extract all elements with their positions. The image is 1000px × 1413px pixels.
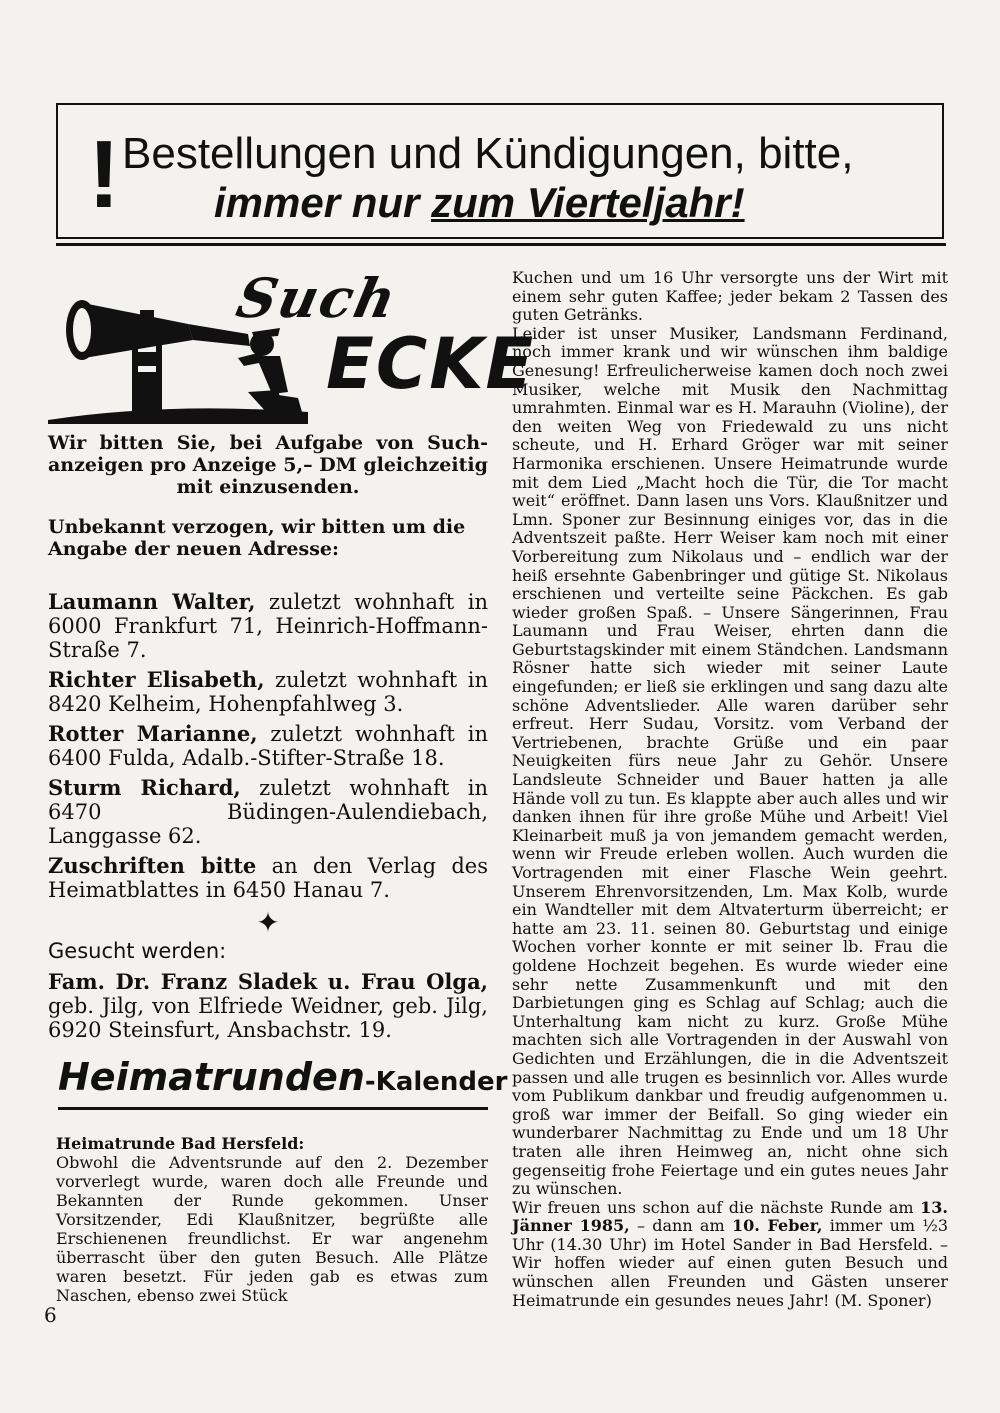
notice-line-2-pre: immer nur xyxy=(214,179,432,226)
entry-name: Sturm Richard, xyxy=(48,775,241,800)
notice-line-2-underlined: zum Vierteljahr! xyxy=(431,179,745,226)
p3-c: – dann am xyxy=(629,1216,732,1236)
p3-date-1: 13. Jänner 1985, xyxy=(512,1197,948,1236)
instructions-last: mit einzusenden. xyxy=(176,476,360,498)
heimatrunde-bad-hersfeld xyxy=(56,1134,488,1305)
p3-a: Wir freuen uns schon auf die nächste Runde am xyxy=(512,1197,921,1217)
notice-line-1: Bestellungen und Kündigungen, bitte, xyxy=(122,129,854,178)
gesucht-label: Gesucht werden: xyxy=(48,939,227,963)
exclamation-mark: ! xyxy=(88,121,120,228)
page-number: 6 xyxy=(44,1303,57,1327)
ecke-title: ECKE xyxy=(326,323,536,405)
entry-text: an den Verlag des Heimatblattes in 6450 Hanau 7. xyxy=(48,854,488,902)
right-column xyxy=(512,269,948,1310)
family-text: geb. Jilg, von Elfriede Weidner, geb. Jilg, 6920 Steinsfurt, Ansbachstr. 19. xyxy=(48,994,488,1042)
such-ecke-logo xyxy=(48,262,536,424)
kalender-title xyxy=(58,1054,508,1105)
runde-heading: Heimatrunde Bad Hersfeld: xyxy=(56,1134,305,1153)
entry-sturm xyxy=(48,776,488,848)
such-script-title: Such xyxy=(231,266,404,330)
heimatrunden-kalender-header xyxy=(58,1054,508,1110)
entry-richter xyxy=(48,668,488,716)
right-paragraph-2: Leider ist unser Musiker, Landsmann Ferdinand, noch immer krank und wir wünschen ihm baldige Genesung! Erfreulicherweise kamen doch noch zwei Musiker, welche mit Musik den Nachmittag umrahmten. Einmal war es H. Marauhn (Violine), der den weiten Weg von Friedewald zu uns nicht scheute, und H. Erhard Gröger war mit seiner Harmonika erschienen. Unsere Heimatrunde wurde mit dem Lied „Macht hoch die Tür, die Tor macht weit“ eröffnet. Dann lasen uns Vors. Klaußnitzer und Lmn. Sponer zur Besinnung einiges vor, das in die Adventszeit paßte. Herr Weiser kam noch mit einer Vorbereitung zum Nikolaus und – endlich war der heiß ersehnte Gabenbringer und gütige St. Nikolaus erschienen und verteilte seine Päckchen. Es gab wieder großen Spaß. – Unsere Sängerinnen, Frau Laumann und Frau Weiser, ehrten dann die Geburtstagskinder mit einem Ständchen. Landsmann Rösner hatte sich wieder mit seiner Laute eingefunden; er ließ sie erklingen und sang dazu alte schöne Adventslieder. Alle waren darüber sehr erfreut. Herr Sudau, Vorsitz. vom Verband der Vertriebenen, brachte Grüße und ein paar Neuigkeiten fürs neue Jahr zu Gehör. Unsere Landsleute Schneider und Bauer hatten ja alle Hände voll zu tun. Es klappte aber auch alles und wir danken ihnen für ihre große Mühe und Arbeit! Viel Kleinarbeit muß ja von jemandem gemacht werden, wenn wir Freude erleben wollen. Auch wurden die Vortragenden mit einer Flasche Wein geehrt. Unserem Ehrenvorsitzenden, Lm. Max Kolb, wurde ein Wandteller mit dem Altvaterturm überreicht; er hatte am 23. 11. seinen 80. Geburtstag und einige Wochen vorher konnte er mit seiner lb. Frau die goldene Hochzeit begehen. Es wurde wieder eine sehr nette Zusammenkunft und mit den Darbietungen ging es Schlag auf Schlag; auch die Unterhaltung kam nicht zu kurz. Große Mühe machten sich alle Vortragenden in der Auswahl von Gedichten und Erzählungen, die in die Adventszeit passen und alle trugen es besinnlich vor. Alles wurde vom Publikum dankbar und freudig aufgenommen u. groß war immer der Beifall. So ging wieder ein wunderbarer Nachmittag zu Ende und um 18 Uhr traten alle ihren Heimweg an, nicht ohne sich gegenseitig frohe Feiertage und ein gutes neues Jahr zu wünschen. xyxy=(512,323,948,1199)
unknown-moved-notice: Unbekannt verzogen, wir bitten um die Angabe der neuen Adresse: xyxy=(48,516,466,560)
entry-text: zuletzt wohnhaft in 6470 Büdingen-Aulendiebach, Langgasse 62. xyxy=(48,776,488,848)
wanted-family xyxy=(48,970,488,1042)
entry-name: Zuschriften bitte xyxy=(48,853,257,878)
notice-line-2 xyxy=(214,179,745,227)
entry-laumann xyxy=(48,590,488,662)
instructions-main: Wir bitten Sie, bei Aufgabe von Such-anzeigen pro Anzeige 5,– DM gleichzeitig xyxy=(48,432,488,476)
address-entries xyxy=(48,590,488,1042)
kalender-title-suffix: -Kalender xyxy=(364,1067,508,1097)
entry-name: Laumann Walter, xyxy=(48,589,256,614)
family-name: Fam. Dr. Franz Sladek u. Frau Olga, xyxy=(48,969,488,994)
kalender-rule xyxy=(58,1107,488,1110)
right-paragraph-3 xyxy=(512,1199,948,1311)
entry-zuschriften xyxy=(48,854,488,902)
runde-text: Obwohl die Adventsrunde auf den 2. Dezember vorverlegt wurde, waren doch alle Freunde und Bekannten der Runde gekommen. Unser Vorsitzender, Edi Klaußnitzer, begrüßte alle Erschienenen freundlichst. Er war angenehm überrascht über den guten Besuch. Alle Plätze waren besetzt. Für jeden gab es etwas zum Naschen, ebenso zwei Stück xyxy=(56,1153,488,1305)
p3-e: immer um ½3 Uhr (14.30 Uhr) im Hotel Sander in Bad Hersfeld. – Wir hoffen wieder auf einen guten Besuch und wünschen allen Freunden und Gästen unserer Heimatrunde ein gesundes neues Jahr! (M. Sponer) xyxy=(512,1216,949,1310)
left-column xyxy=(48,262,536,1042)
order-notice-box xyxy=(56,103,944,239)
banner-rule xyxy=(56,243,946,246)
entry-text: zuletzt wohnhaft in 6000 Frankfurt 71, Heinrich-Hoffmann-Straße 7. xyxy=(48,590,488,662)
entry-text: zuletzt wohnhaft in 8420 Kelheim, Hohenpfahlweg 3. xyxy=(48,668,488,716)
p3-date-2: 10. Feber, xyxy=(731,1216,823,1236)
entry-text: zuletzt wohnhaft in 6400 Fulda, Adalb.-Stifter-Straße 18. xyxy=(48,722,488,770)
entry-name: Rotter Marianne, xyxy=(48,721,258,746)
star-divider-icon: ✦ xyxy=(256,906,280,939)
search-ad-instructions xyxy=(48,432,488,498)
entry-rotter xyxy=(48,722,488,770)
right-paragraph-1: Kuchen und um 16 Uhr versorgte uns der Wirt mit einem sehr guten Kaffee; jeder bekam 2 Tassen des guten Getränks. xyxy=(512,268,948,325)
entry-name: Richter Elisabeth, xyxy=(48,667,265,692)
kalender-title-script: Heimatrunden xyxy=(58,1055,365,1099)
